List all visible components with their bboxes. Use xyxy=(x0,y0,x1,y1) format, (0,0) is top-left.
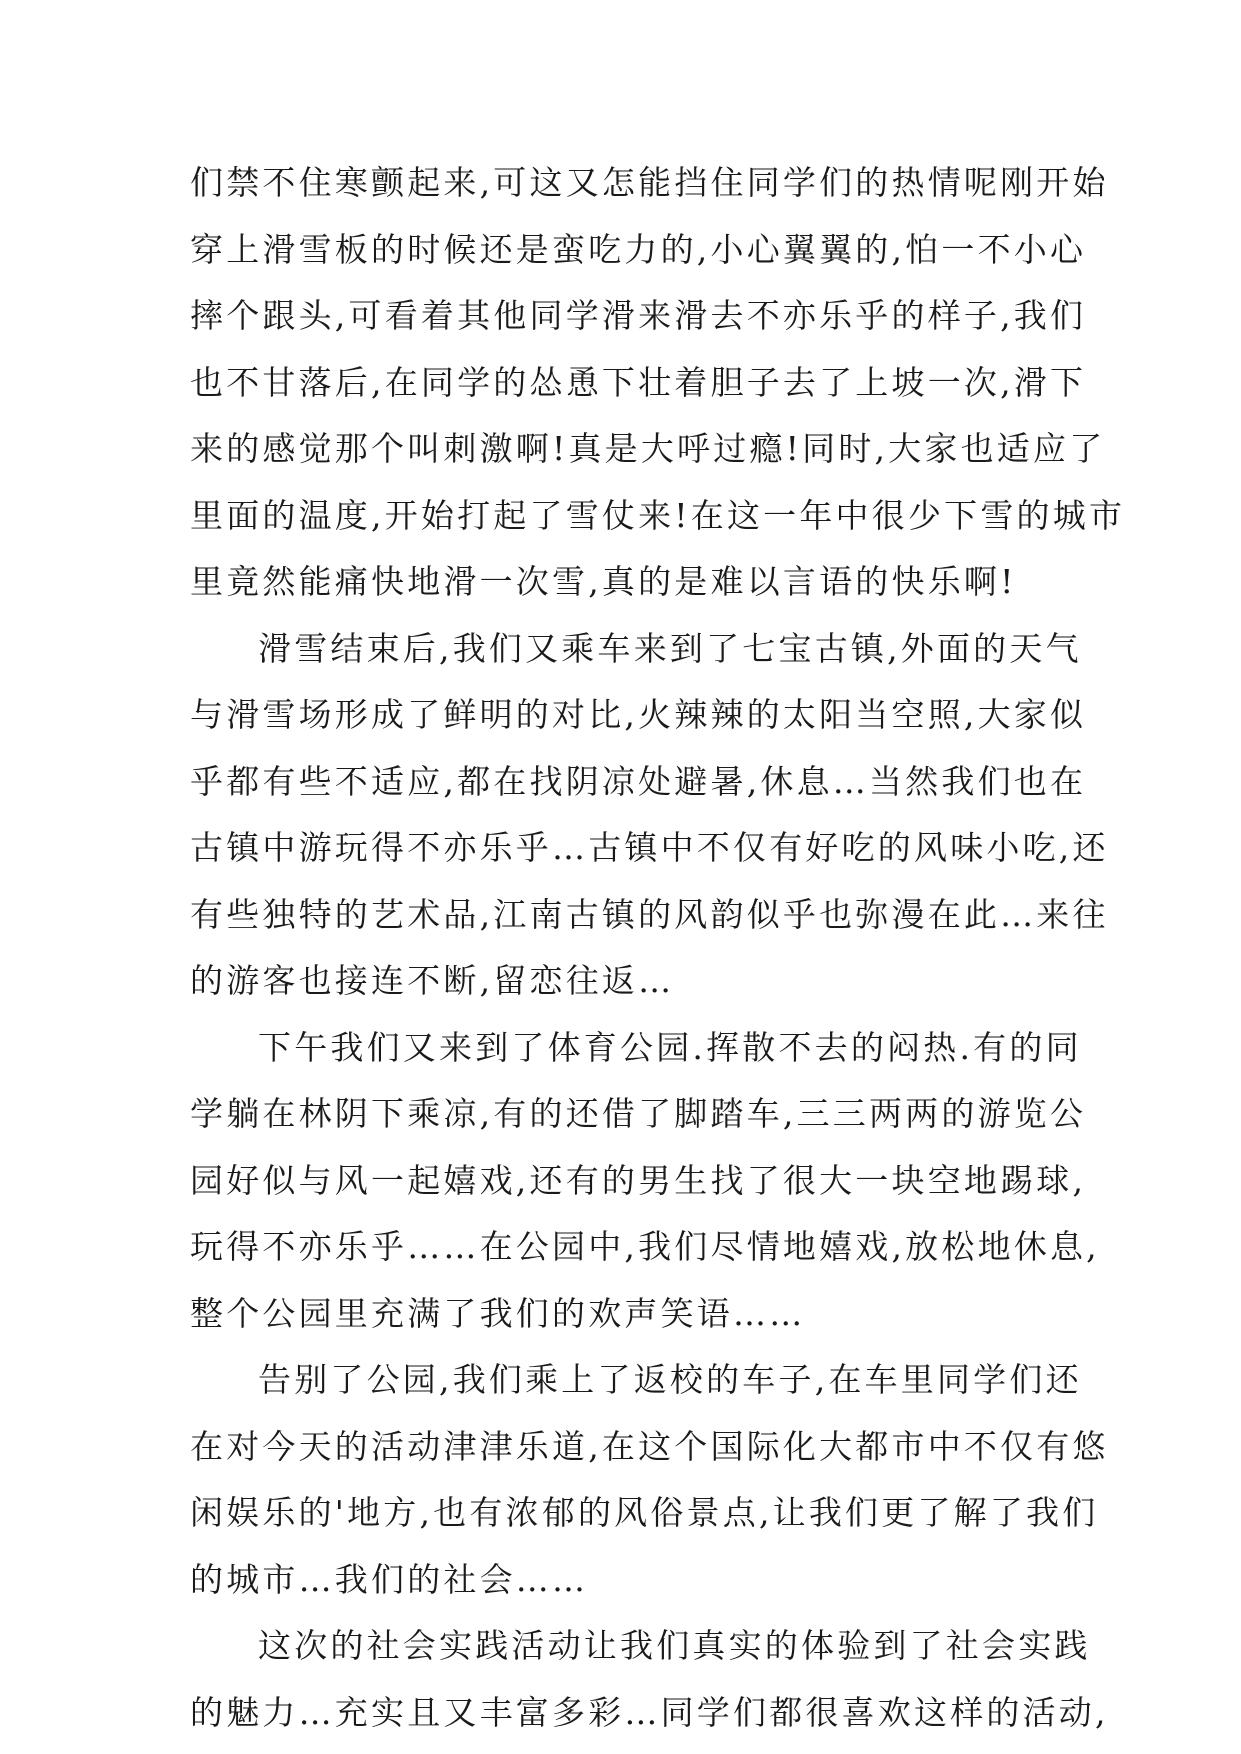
paragraph-first-line: 下午我们又来到了体育公园.挥散不去的闷热.有的同 xyxy=(258,1027,1082,1067)
text-line: 来的感觉那个叫刺激啊!真是大呼过瘾!同时,大家也适应了 xyxy=(190,429,1106,468)
text-line: 与滑雪场形成了鲜明的对比,火辣辣的太阳当空照,大家似 xyxy=(190,695,1087,734)
paragraph-first-line: 滑雪结束后,我们又乘车来到了七宝古镇,外面的天气 xyxy=(258,628,1082,668)
text-line: 有些独特的艺术品,江南古镇的风韵似乎也弥漫在此…来往 xyxy=(190,894,1109,934)
paragraph-first-line: 告别了公园,我们乘上了返校的车子,在车里同学们还 xyxy=(258,1360,1082,1399)
text-line: 的城市…我们的社会…… xyxy=(190,1559,589,1599)
text-line: 乎都有些不适应,都在找阴凉处避暑,休息…当然我们也在 xyxy=(190,761,1087,801)
text-line: 玩得不亦乐乎……在公园中,我们尽情地嬉戏,放松地休息, xyxy=(190,1227,1100,1266)
text-line: 古镇中游玩得不亦乐乎…古镇中不仅有好吃的风味小吃,还 xyxy=(190,828,1109,867)
text-line: 里面的温度,开始打起了雪仗来!在这一年中很少下雪的城市 xyxy=(190,495,1126,535)
body-text xyxy=(190,150,1126,1746)
text-line: 摔个跟头,可看着其他同学滑来滑去不亦乐乎的样子,我们 xyxy=(190,296,1087,335)
text-line: 们禁不住寒颤起来,可这又怎能挡住同学们的热情呢刚开始 xyxy=(190,163,1109,202)
paragraph-first-line: 这次的社会实践活动让我们真实的体验到了社会实践 xyxy=(258,1626,1091,1665)
text-line: 整个公园里充满了我们的欢声笑语…… xyxy=(190,1293,806,1333)
text-line: 也不甘落后,在同学的怂恿下壮着胆子去了上坡一次,滑下 xyxy=(190,362,1087,402)
text-line: 的游客也接连不断,留恋往返… xyxy=(190,961,675,1000)
text-line: 的魅力…充实且又丰富多彩…同学们都很喜欢这样的活动, xyxy=(190,1692,1109,1732)
text-line: 穿上滑雪板的时候还是蛮吃力的,小心翼翼的,怕一不小心 xyxy=(190,229,1087,269)
text-line: 闲娱乐的'地方,也有浓郁的风俗景点,让我们更了解了我们 xyxy=(190,1493,1099,1532)
text-line: 园好似与风一起嬉戏,还有的男生找了很大一块空地踢球, xyxy=(190,1160,1087,1200)
text-line: 在对今天的活动津津乐道,在这个国际化大都市中不仅有悠 xyxy=(190,1426,1109,1466)
text-line: 学躺在林阴下乘凉,有的还借了脚踏车,三三两两的游览公 xyxy=(190,1094,1087,1133)
text-line: 里竟然能痛快地滑一次雪,真的是难以言语的快乐啊! xyxy=(190,562,1017,601)
